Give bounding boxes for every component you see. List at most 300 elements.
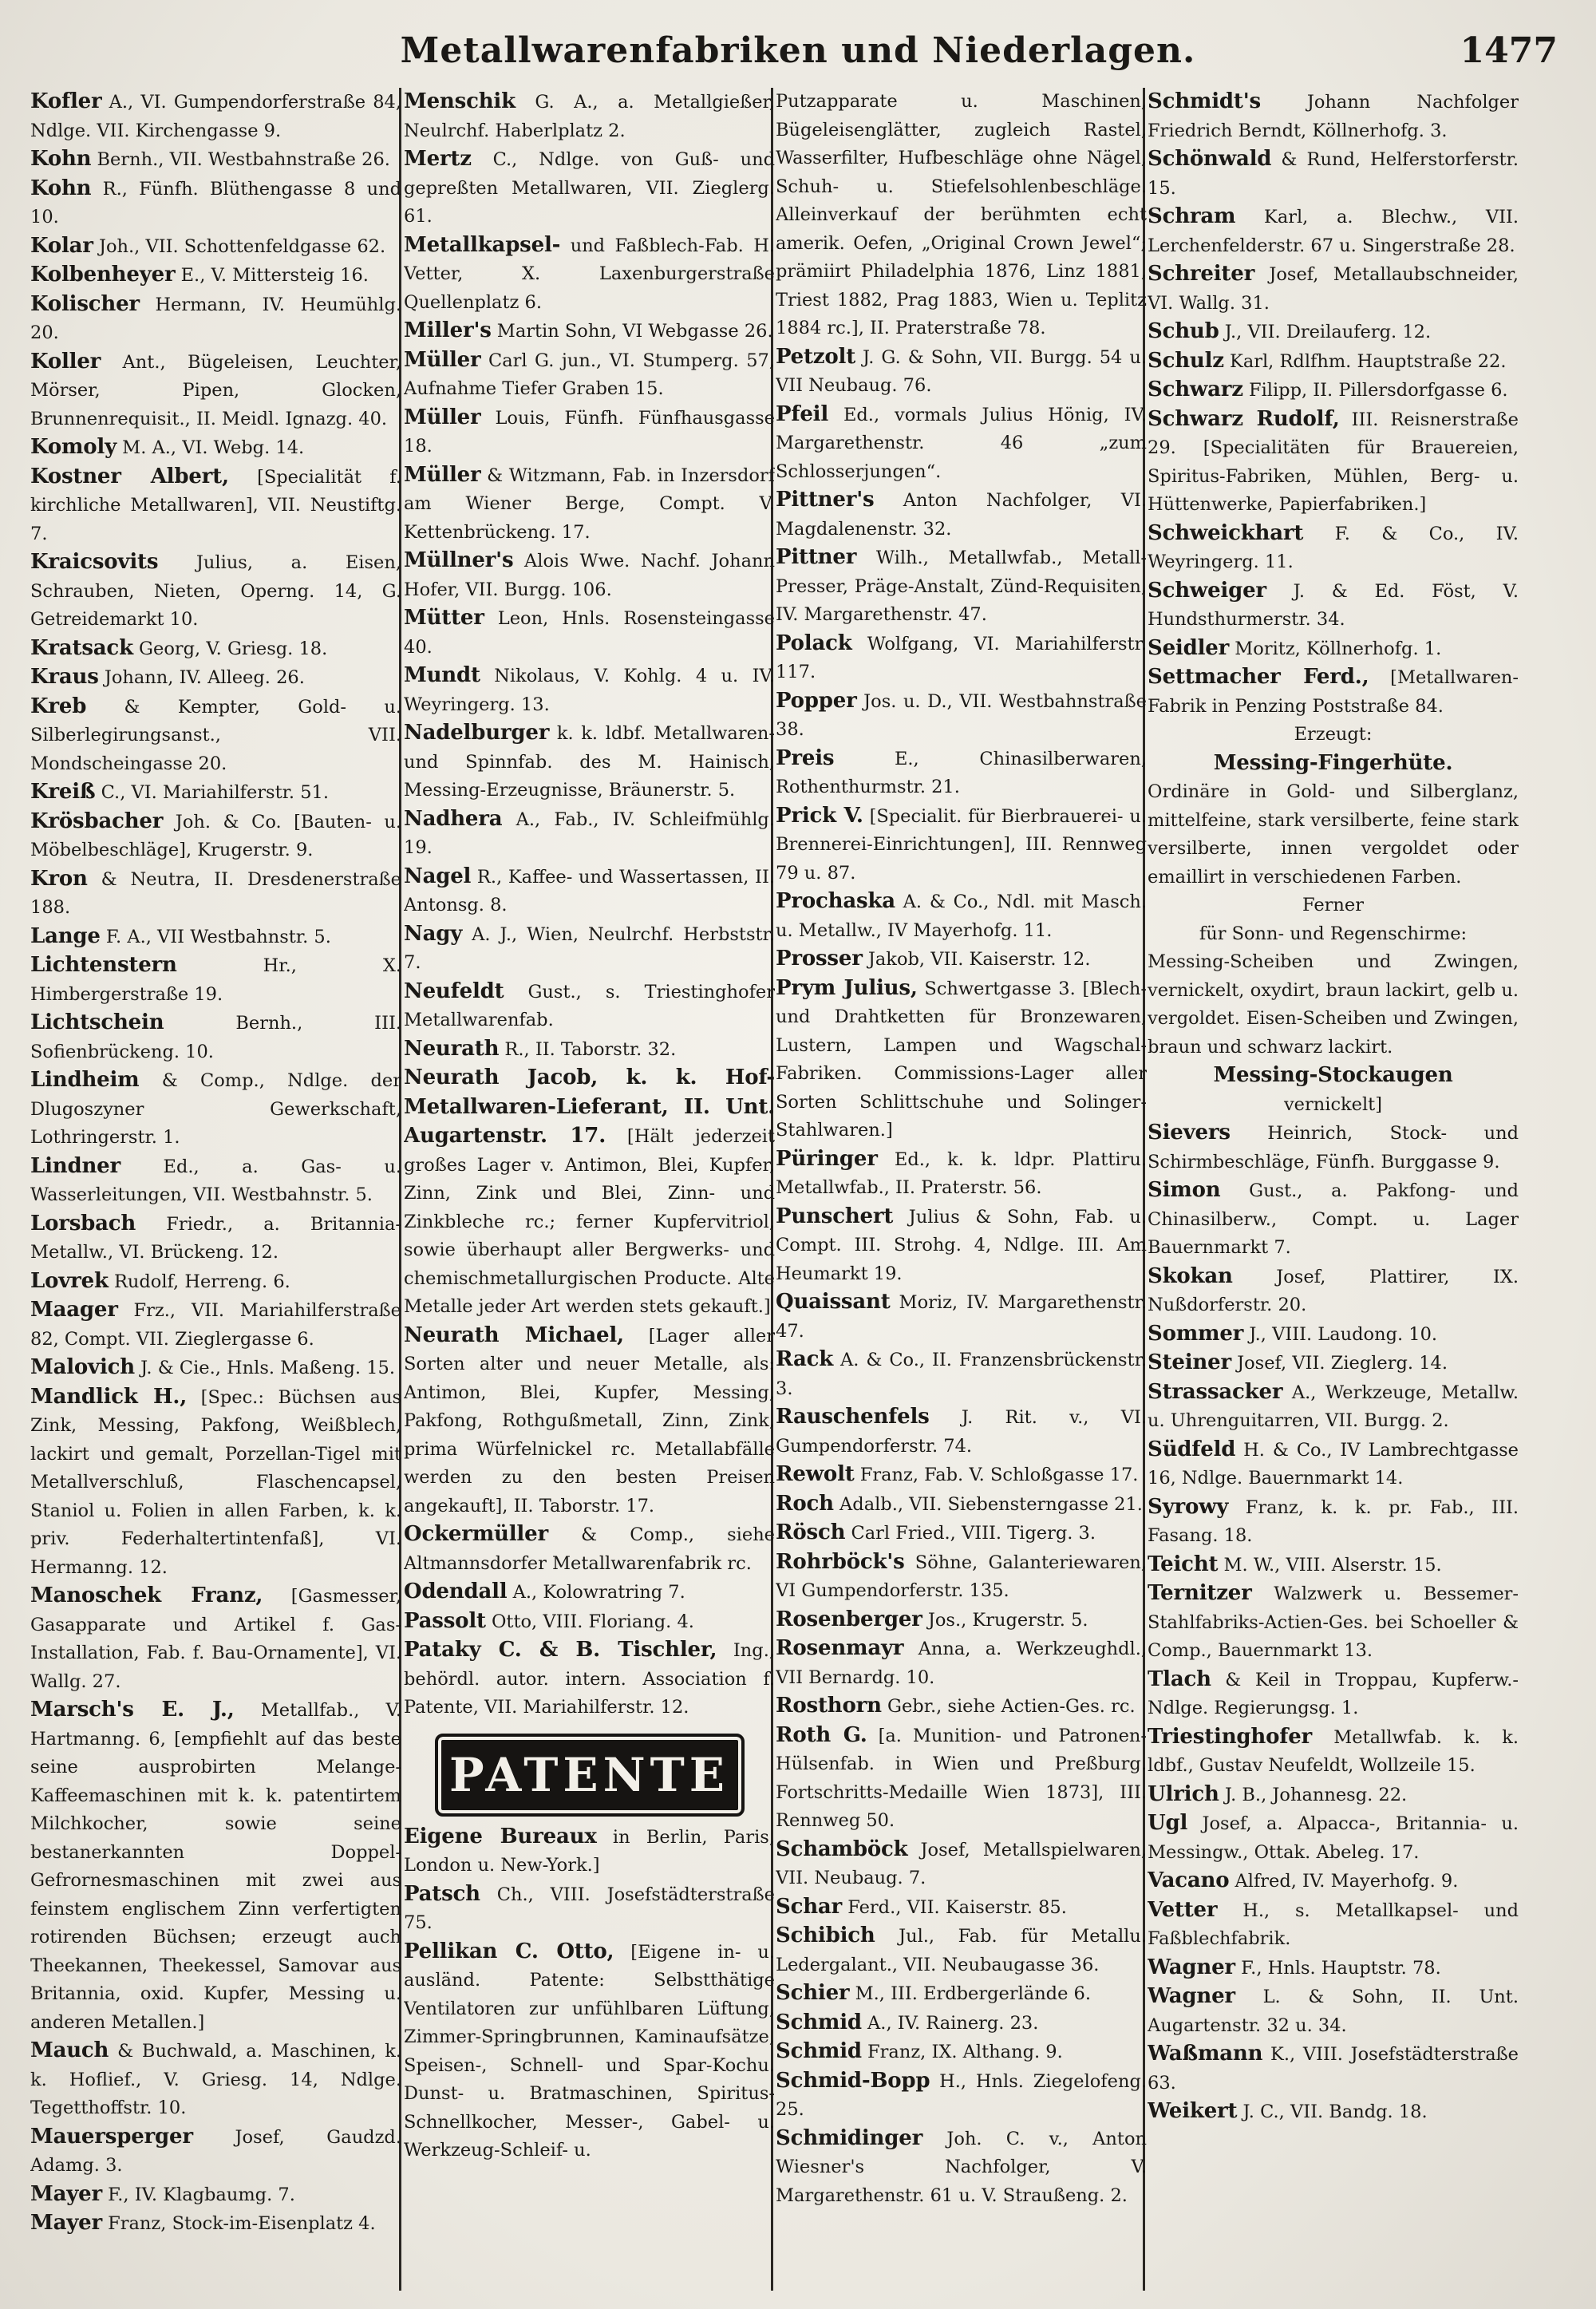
entry-name: Südfeld [1148,1437,1236,1461]
directory-entry [776,343,1147,401]
directory-entry [776,802,1147,888]
directory-entry [30,2037,401,2123]
entry-details: [Spec.: Büchsen aus Zink, Messing, Pakfong, Weißblech, lackirt und gemalt, Porzellan-Tigel mit Metallverschluß, Flaschencapsel, Staniol u. Folien in allen Farben, k. k. priv. Federhaltertintenfaß], VI. Hermanng. 12. [30,1386,401,1578]
entry-details: J. B., Johannesg. 22. [1219,1784,1408,1805]
entry-name: Kraus [30,665,99,689]
entry-name: Seidler [1148,635,1230,660]
entry-details: Moriz, IV. Margarethenstr. 47. [776,1292,1147,1342]
directory-entry [776,1403,1147,1461]
directory-entry [1148,1809,1519,1867]
directory-entry [1148,145,1519,203]
entry-name: Kron [30,866,88,891]
entry-details: [Gasmesser, Gasapparate und Artikel f. Gas-Installation, Fab. f. Bau-Ornamente], VI. Wallg. 27. [30,1586,401,1692]
entry-name: Kolar [30,233,93,258]
entry-name: Neufeldt [404,979,504,1003]
entry-name: Schier [776,1981,850,2005]
directory-entry [404,231,775,318]
entry-details: [Eigene in- u. ausländ. Patente: Selbstthätige Ventilatoren zur unfühlbaren Lüftung, Zimmer-Springbrunnen, Kaminaufsätze, Speisen-, Schnell- und Spar-Kochu. Dunst- u. Bratmaschinen, Spiritus-Schnellkocher, Messer-, Gabel- u. Werkzeug-Schleif- u. [404,1941,775,2161]
entry-details: Franz, Fab. V. Schloßgasse 17. [854,1465,1139,1485]
page-header [32,30,1564,78]
entry-name: Skokan [1148,1263,1233,1288]
entry-name: Preis [776,745,835,770]
directory-entry [1148,1867,1519,1896]
directory-entry [1148,1666,1519,1723]
directory-entry [1148,2040,1519,2097]
entry-name: Vetter [1148,1897,1218,1922]
directory-entry [776,1836,1147,1893]
entry-details: J., VII. Dreilauferg. 12. [1219,322,1432,342]
entry-name: Püringer [776,1146,878,1171]
entry-details: M. A., VI. Webg. 14. [117,437,305,458]
directory-entry [30,635,401,664]
entry-details: Bernh., VII. Westbahnstraße 26. [91,149,390,170]
directory-entry [404,145,775,231]
directory-entry [776,1490,1147,1520]
directory-entry [776,1922,1147,1979]
entry-details: & Neutra, II. Dresdenerstraße 188. [30,868,401,918]
directory-entry [776,1722,1147,1836]
entry-details: Wolfgang, VI. Mariahilferstr. 117. [776,633,1147,682]
entry-details: Ferd., VII. Kaiserstr. 85. [842,1896,1067,1918]
entry-name: Sievers [1148,1121,1231,1145]
entry-name: Wagner [1148,1984,1235,2008]
entry-name: Prosser [776,947,863,971]
entry-details: [Metallwaren-Fabrik in Penzing Poststraße 84. [1148,667,1519,717]
entry-details: R., Kaffee- und Wassertassen, II. Antonsg. 8. [404,866,775,915]
entry-details: Ant., Bügeleisen, Leuchter, Mörser, Pipen, Glocken, Brunnenrequisit., II. Meidl. Ignazg. 40. [30,351,401,429]
directory-entry [1148,203,1519,260]
entry-details: & Comp., siehe Altmannsdorfer Metallwarenfabrik rc. [404,1524,775,1574]
entry-details: J. G. & Sohn, VII. Burgg. 54 u. VII Neubaug. 76. [776,346,1147,396]
directory-entry [776,2009,1147,2038]
entry-details: Hermann, IV. Heumühlg. 20. [30,294,401,343]
directory-entry [404,604,775,662]
directory-entry [1148,1723,1519,1781]
entry-details: Ed., a. Gas- u. Wasserleitungen, VII. Westbahnstr. 5. [30,1156,401,1205]
directory-entry [1148,1551,1519,1580]
column-4 [1148,88,1519,2291]
directory-entry [30,1210,401,1267]
entry-name: Koller [30,349,101,374]
entry-details: [Hält jederzeit großes Lager v. Antimon, Blei, Kupfer, Zinn, Zink und Blei, Zinn- und Zinkbleche rc.; ferner Kupfervitriol, sowie überhaupt aller Bergwerks- und chemischmetallurgischen Producte. Alte Metalle jeder Art werden stets gekauft.] [404,1126,775,1317]
entry-name: Mandlick H., [30,1384,188,1409]
entry-name: Lorsbach [30,1211,136,1236]
directory-entry [776,1461,1147,1490]
directory-entry [776,1979,1147,2009]
directory-entry [776,1893,1147,1923]
directory-entry [30,1354,401,1383]
page-title: Metallwarenfabriken und Niederlagen. [400,30,1196,71]
entry-details: Putzapparate u. Maschinen, Bügeleisenglätter, zugleich Rastel, Wasserfilter, Hufbeschläge ohne Nägel, Schuh- u. Stiefelsohlenbeschläge. Alleinverkauf der berühmten echt amerik. Oefen, „Original Crown Jewel“; prämiirt Philadelphia 1876, Linz 1881, Triest 1882, Prag 1883, Wien u. Teplitz 1884 rc.], II. Praterstraße 78. [776,91,1147,338]
directory-entry [404,863,775,920]
directory-entry [776,544,1147,630]
entry-details: Karl, a. Blechw., VII. Lerchenfelderstr. 67 u. Singerstraße 28. [1148,207,1519,256]
entry-name: Pellikan C. Otto, [404,1939,614,1963]
entry-details: & Rund, Helferstorferstr. 15. [1148,149,1519,199]
entry-details: Julius, a. Eisen, Schrauben, Nieten, Operng. 14, G. Getreidemarkt 10. [30,552,401,630]
entry-details: F. A., VII Westbahnstr. 5. [100,926,331,947]
entry-details: & Keil in Troppau, Kupferw.-Ndlge. Regierungsg. 1. [1148,1669,1519,1718]
entry-name: Mauersperger [30,2124,193,2149]
entry-name: Rosthorn [776,1694,882,1718]
entry-name: Punschert [776,1204,894,1228]
directory-entry [1148,663,1519,721]
entry-details: Josef, Gaudzd. Adamg. 3. [30,2126,401,2176]
directory-entry [1148,376,1519,405]
entry-name: Schönwald [1148,147,1272,171]
entry-details: Leon, Hnls. Rosensteingasse 40. [404,608,775,658]
entry-details: R., II. Taborstr. 32. [499,1038,677,1060]
entry-name: Strassacker [1148,1379,1283,1404]
entry-details: Gust., s. Triestinghofer Metallwarenfab. [404,981,775,1030]
entry-name: Triestinghofer [1148,1724,1313,1749]
directory-entry [1148,1896,1519,1954]
entry-name: Vacano [1148,1868,1230,1892]
entry-name: Mauch [30,2038,109,2062]
entry-name: Syrowy [1148,1494,1229,1519]
entry-details: & Witzmann, Fab. in Inzersdorf am Wiener Berge, Compt. V. Kettenbrückeng. 17. [404,465,775,543]
directory-entry [776,1203,1147,1289]
page-number: 1477 [1460,30,1558,71]
entry-details: Josef, Metallaubschneider, VI. Wallg. 31. [1148,264,1519,314]
directory-entry [30,463,401,549]
directory-entry [776,88,1147,343]
entry-name: Patsch [404,1881,480,1906]
column-1 [30,88,401,2291]
directory-entry [1148,1781,1519,1810]
directory-entry [1148,892,1519,920]
entry-name: Schwarz Rudolf, [1148,406,1340,431]
entry-details: Metallfab., V. Hartmanng. 6, [empfiehlt auf das beste seine ausprobirten Melange-Kaffeemaschinen mit k. k. patentirtem Milchkocher, sowie seine bestanerkannten Doppel-Gefrornesmaschinen mit zwei aus feinstem englischem Zinn verfertigten rotirenden Büchsen; erzeugt auch Theekannen, Theekessel, Samovar aus Britannia, oxid. Kupfer, Messing u. anderen Metallen.] [30,1700,401,2033]
entry-name: Neurath Michael, [404,1323,624,1347]
entry-details: Anna, a. Werkzeughdl., VII Bernardg. 10. [776,1639,1147,1688]
directory-entry [776,745,1147,802]
entry-details: Hr., X. Himbergerstraße 19. [30,955,401,1005]
entry-name: Ugl [1148,1811,1188,1835]
directory-entry [1148,1580,1519,1666]
directory-entry [1148,347,1519,377]
entry-details: Carl G. jun., VI. Stumperg. 57, Aufnahme Tiefer Graben 15. [404,350,775,399]
entry-name: Rauschenfels [776,1405,930,1429]
directory-entry [30,88,401,145]
entry-details: Martin Sohn, VI Webgasse 26. [491,321,773,342]
patente-banner: PATENTE [435,1734,745,1817]
entry-name: Lange [30,923,101,948]
entry-name: Kreiß [30,780,96,804]
entry-name: Rack [776,1347,834,1371]
entry-details: R., Fünfh. Blüthengasse 8 und 10. [30,178,401,227]
entry-details: Joh. & Co. [Bauten- u. Möbelbeschläge], Krugerstr. 9. [30,811,401,860]
entry-details: Alfred, IV. Mayerhofg. 9. [1229,1871,1459,1892]
entry-name: Schmidt's [1148,89,1261,113]
entry-name: Messing-Stockaugen [1213,1063,1453,1087]
entry-details: in Berlin, Paris, London u. New-York.] [404,1826,775,1876]
directory-entry [776,687,1147,745]
directory-entry [1148,1062,1519,1091]
entry-name: Kohn [30,147,92,171]
entry-name: Steiner [1148,1350,1231,1374]
entry-name: Mundt [404,663,480,687]
entry-name: Mayer [30,2211,102,2235]
directory-entry [30,1066,401,1153]
entry-details: Nikolaus, V. Kohlg. 4 u. IV. Weyringerg. 13. [404,666,775,715]
directory-entry [404,662,775,719]
entry-details: H., Hnls. Ziegelofeng. 25. [776,2070,1147,2120]
directory-entry [1148,88,1519,145]
entry-name: Schulz [1148,348,1224,373]
entry-details: & Buchwald, a. Maschinen, k. k. Hoflief., V. Griesg. 14, Ndlge. Tegetthoffstr. 10. [30,2041,401,2118]
directory-entry [30,1383,401,1583]
entry-details: Wilh., Metallwfab., Metall-Presser, Präge-Anstalt, Zünd-Requisiten, IV. Margarethenstr. 47. [776,548,1147,625]
entry-details: H. & Co., IV Lambrechtgasse 16, Ndlge. Bauernmarkt 14. [1148,1439,1519,1489]
entry-details: Söhne, Galanteriewaren, VI Gumpendorferstr. 135. [776,1552,1147,1601]
entry-details: und Faßblech-Fab. H. Vetter, X. Laxenburgerstraße Quellenplatz 6. [404,235,775,313]
entry-details: vernickelt] [1283,1093,1383,1115]
directory-entry [776,1145,1147,1203]
directory-entry [404,404,775,461]
directory-entry [30,1296,401,1354]
entry-name: Kolischer [30,291,140,316]
entry-details: Jos., Krugerstr. 5. [922,1609,1088,1631]
entry-name: Teicht [1148,1552,1219,1576]
entry-details: G. A., a. Metallgießer, Neulrchf. Haberlplatz 2. [404,92,775,141]
entry-name: Rohrböck's [776,1549,905,1574]
entry-name: Tlach [1148,1667,1211,1691]
entry-details: III. Reisnerstraße 29. [Specialitäten für Brauereien, Spiritus-Fabriken, Mühlen, Berg- u. Hüttenwerke, Papierfabriken.] [1148,409,1519,515]
entry-name: Schmid [776,2039,862,2063]
entry-details: M. W., VIII. Alserstr. 15. [1218,1554,1442,1576]
entry-name: Lichtenstern [30,953,177,977]
entry-details: Ing., behördl. autor. intern. Association f. Patente, VII. Mariahilferstr. 12. [404,1640,775,1718]
directory-entry [404,461,775,548]
entry-name: Schweiger [1148,578,1266,603]
entry-details: Jul., Fab. für Metallu. Ledergalant., VII. Neubaugasse 36. [776,1926,1147,1975]
entry-name: Neurath [404,1036,500,1061]
entry-name: Waßmann [1148,2042,1263,2066]
entry-details: Moritz, Köllnerhofg. 1. [1229,638,1442,659]
entry-name: Miller's [404,318,492,342]
entry-details: Jakob, VII. Kaiserstr. 12. [862,949,1091,970]
entry-name: Quaissant [776,1290,891,1314]
entry-name: Popper [776,688,857,713]
entry-details: H., s. Metallkapsel- und Faßblechfabrik. [1148,1900,1519,1949]
directory-entry [1148,948,1519,1062]
directory-entry [1148,778,1519,892]
entry-details: C., Ndlge. von Guß- und gepreßten Metallwaren, VII. Zieglerg. 61. [404,149,775,227]
directory-entry [1148,1378,1519,1436]
directory-entry [1148,1349,1519,1378]
directory-entry [776,1692,1147,1722]
directory-entry [404,1035,775,1065]
entry-details: k. k. ldbf. Metallwaren- und Spinnfab. des M. Hainisch, Messing-Erzeugnisse, Bräunerstr. 5. [404,723,775,801]
entry-details: A. & Co., Ndl. mit Masch. u. Metallw., IV Mayerhofg. 11. [776,892,1147,941]
directory-entry [776,1288,1147,1346]
directory-entry [776,1606,1147,1635]
directory-entry [404,719,775,805]
directory-entry [1148,1493,1519,1551]
directory-entry [404,1823,775,1880]
entry-details: Alois Wwe. Nachf. Johann Hofer, VII. Burgg. 106. [404,551,775,600]
directory-entry [404,1607,775,1637]
entry-name: Wagner [1148,1955,1235,1979]
entry-name: Petzolt [776,344,855,369]
directory-entry [404,805,775,863]
entry-name: Schamböck [776,1837,908,1861]
directory-entry [404,1322,775,1521]
entry-details: Heinrich, Stock- und Schirmbeschläge, Fünfh. Burggasse 9. [1148,1123,1519,1172]
entry-name: Nagel [404,864,472,888]
directory-entry [776,888,1147,945]
directory-entry [404,1520,775,1578]
entry-details: J. & Cie., Hnls. Maßeng. 15. [134,1358,395,1378]
directory-entry [776,2067,1147,2125]
entry-name: Kolbenheyer [30,263,176,287]
entry-name: Pittner's [776,488,875,512]
entry-name: Ternitzer [1148,1581,1252,1605]
entry-name: Mertz [404,147,472,171]
entry-name: Müller [404,462,481,487]
entry-name: Metallkapsel- [404,232,561,257]
entry-details: E., Chinasilberwaren, Rothenthurmstr. 21. [776,748,1147,797]
directory-entry [30,1696,401,2037]
directory-entry [1148,260,1519,318]
entry-details: Friedr., a. Britannia-Metallw., VI. Brückeng. 12. [30,1213,401,1263]
directory-entry [776,1548,1147,1606]
directory-entry [776,1346,1147,1403]
entry-name: Roth G. [776,1722,867,1747]
directory-entry [30,923,401,952]
entry-details: F. & Co., IV. Weyringerg. 11. [1148,523,1519,572]
entry-details: L. & Sohn, II. Unt. Augartenstr. 32 u. 34. [1148,1987,1519,2036]
entry-details: Karl, Rdlfhm. Hauptstraße 22. [1223,350,1507,372]
entry-details: Anton Nachfolger, VI. Magdalenenstr. 32. [776,490,1147,540]
directory-columns [30,88,1519,2291]
entry-name: Schibich [776,1924,875,1947]
entry-details: M., III. Erdbergerlände 6. [849,1983,1092,2004]
column-3 [776,88,1147,2291]
entry-name: Schwarz [1148,378,1243,401]
entry-details: [a. Munition- und Patronen-Hülsenfab. in Wien und Preßburg. Fortschritts-Medaille Wien 1873], III. Rennweg 50. [776,1725,1147,1831]
directory-entry [404,1938,775,2165]
entry-name: Sommer [1148,1321,1244,1346]
entry-details: Josef, Metallspielwaren, VII. Neubaug. 7. [776,1839,1147,1888]
directory-entry [30,865,401,923]
directory-entry [1148,405,1519,520]
entry-details: Ed., k. k. ldpr. Plattiru. Metallwfab., II. Praterstr. 56. [776,1149,1147,1198]
directory-entry [30,348,401,434]
entry-name: Lovrek [30,1268,109,1293]
entry-name: Nagy [404,921,463,946]
directory-entry [776,401,1147,487]
entry-details: Julius & Sohn, Fab. u. Compt. III. Strohg. 4, Ndlge. III. Am Heumarkt 19. [776,1206,1147,1284]
entry-details: J. C., VII. Bandg. 18. [1237,2101,1428,2122]
entry-details: Messing-Scheiben und Zwingen, vernickelt, oxydirt, braun lackirt, gelb u. vergoldet. Eisen-Scheiben und Zwingen, braun und schwarz lackirt. [1148,951,1519,1058]
directory-entry [30,778,401,808]
entry-details: A., IV. Rainerg. 23. [861,2012,1039,2034]
entry-name: Mütter [404,606,484,630]
directory-entry [30,1009,401,1066]
entry-name: Schub [1148,319,1219,343]
entry-name: Komoly [30,435,117,459]
entry-details: Rudolf, Herreng. 6. [108,1271,290,1292]
directory-entry [1148,721,1519,749]
directory-entry [776,630,1147,687]
entry-name: Rosenmayr [776,1636,904,1660]
directory-entry [1148,1091,1519,1120]
entry-details: Josef, a. Alpacca-, Britannia- u. Messingw., Ottak. Abeleg. 17. [1148,1813,1519,1863]
entry-details: Josef, Plattirer, IX. Nußdorferstr. 20. [1148,1266,1519,1315]
directory-entry [1148,1119,1519,1176]
directory-entry [30,1153,401,1210]
column-2 [404,88,775,2291]
directory-entry [404,346,775,404]
entry-details: Ch., VIII. Josefstädterstraße 75. [404,1884,775,1933]
entry-name: Kraicsovits [30,550,159,574]
entry-details: Schwertgasse 3. [Blech- und Drahtketten für Bronzewaren, Lustern, Lampen und Wagschal-Fabriken. Commissions-Lager aller Sorten Schlittschuhe und Solinger-Stahlwaren.] [776,978,1147,1141]
entry-details: J. & Ed. Föst, V. Hundsthurmerstr. 34. [1148,580,1519,630]
entry-details: Josef, VII. Zieglerg. 14. [1231,1353,1448,1374]
entry-details: für Sonn- und Regenschirme: [1199,923,1468,944]
entry-name: Mayer [30,2181,102,2206]
directory-entry [1148,318,1519,347]
entry-details: Metallwfab. k. k. ldbf., Gustav Neufeldt, Wollzeile 15. [1148,1726,1519,1776]
entry-details: Louis, Fünfh. Fünfhausgasse 18. [404,407,775,457]
directory-entry [30,808,401,865]
entry-name: Lindheim [30,1068,140,1092]
entry-details: Franz, k. k. pr. Fab., III. Fasang. 18. [1148,1497,1519,1546]
entry-name: Lindner [30,1153,120,1178]
entry-name: Menschik [404,89,516,113]
entry-name: Manoschek Franz, [30,1583,263,1607]
directory-entry [776,2038,1147,2067]
entry-name: Kratsack [30,635,133,660]
directory-entry [30,548,401,635]
entry-name: Messing-Fingerhüte. [1213,750,1453,775]
directory-entry [30,2209,401,2239]
entry-details: & Kempter, Gold- u. Silberlegirungsanst., VII. Mondscheingasse 20. [30,696,401,774]
directory-entry [404,1880,775,1938]
directory-entry [404,547,775,604]
directory-entry [30,663,401,693]
directory-entry [404,1578,775,1607]
entry-name: Settmacher Ferd., [1148,665,1369,689]
entry-name: Müller [404,405,481,429]
directory-entry [404,978,775,1035]
entry-name: Schweickhart [1148,520,1304,545]
entry-details: Johann, IV. Alleeg. 26. [98,667,305,688]
entry-name: Eigene Bureaux [404,1824,597,1848]
directory-entry [30,1267,401,1297]
directory-entry [1148,749,1519,779]
entry-details: Joh., VII. Schottenfeldgasse 62. [93,235,386,257]
entry-name: Müller [404,347,481,372]
entry-details: A. & Co., II. Franzensbrückenstr. 3. [776,1350,1147,1399]
entry-name: Passolt [404,1608,486,1633]
entry-details: J., VIII. Laudong. 10. [1243,1323,1438,1345]
entry-details: [Lager aller Sorten alter und neuer Metalle, als: Antimon, Blei, Kupfer, Messing, Pakfong, Rothgußmetall, Zinn, Zink, prima Würfelnickel rc. Metallabfälle werden zu den besten Preisen angekauft], II. Taborstr. 17. [404,1325,775,1516]
entry-name: Odendall [404,1580,508,1603]
directory-entry [30,1582,401,1696]
entry-name: Pittner [776,545,857,569]
directory-entry [776,486,1147,544]
directory-entry [776,945,1147,975]
entry-details: [Specialität f. kirchliche Metallwaren], VII. Neustiftg. 7. [30,466,401,544]
entry-name: Prick V. [776,803,863,828]
entry-name: Nadhera [404,806,503,831]
entry-name: Rösch [776,1520,846,1544]
directory-entry [1148,2097,1519,2127]
directory-entry [404,317,775,346]
